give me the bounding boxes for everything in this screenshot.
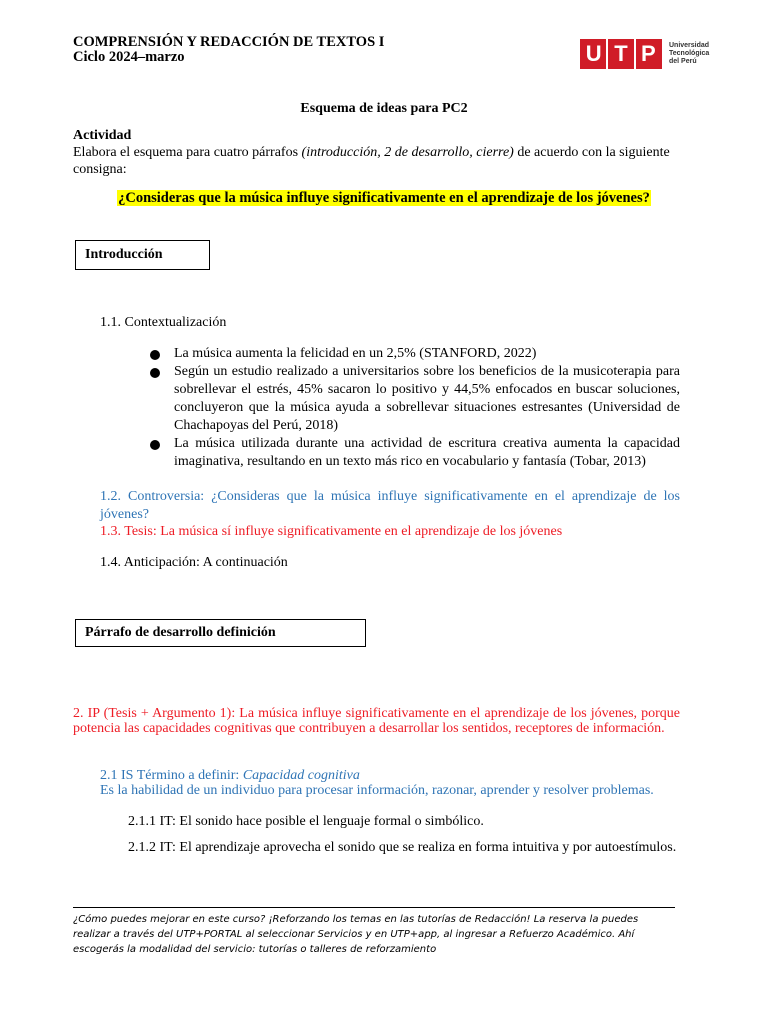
footer-note: ¿Cómo puedes mejorar en este curso? ¡Reforzando los temas en las tutorías de Redacción! La reserva la puedes realizar a través del UTP+PORTAL al seleccionar Servicios y en UTP+app, al ingresar a Refuerzo Académico. Ahí escogerás la modalidad del servicio: tutorías o talleres de reforzamiento [73,914,639,955]
logo-letter-t: T [614,41,628,66]
controversy-text: 1.2. Controversia: ¿Consideras que la música influye significativamente en el aprendizaje de los jóvenes? [100,489,680,522]
secondary-idea: 2.1 IS Término a definir: Capacidad cognitiva [100,768,360,783]
list-item: La música aumenta la felicidad en un 2,5% (STANFORD, 2022) [150,345,680,363]
main-idea-text: 2. IP (Tesis + Argumento 1): La música influye significativamente en el aprendizaje de los jóvenes, porque potencia las capacidades cognitivas que contribuyen a desarrollar los sentidos, receptores de información. [73,706,680,736]
list-item: La música utilizada durante una actividad de escritura creativa aumenta la capacidad imaginativa, resultando en un texto más rico en vocabulario y fantasía (Tobar, 2013) [150,435,680,471]
thesis-text: 1.3. Tesis: La música sí influye significativamente en el aprendizaje de los jóvenes [100,524,563,539]
definition-text: Es la habilidad de un individuo para procesar información, razonar, aprender y resolver problemas. [100,783,654,798]
footer-divider [73,907,675,908]
activity-label: Actividad [73,128,132,143]
activity-instructions: Elabora el esquema para cuatro párrafos (introducción, 2 de desarrollo, cierre) de acuerdo con la siguiente consigna: [73,145,670,177]
section-box-development: Párrafo de desarrollo definición [75,619,366,647]
logo-letter-u: U [585,41,602,66]
logo-university-name: Universidad Tecnológica del Perú [669,42,710,65]
course-title: COMPRENSIÓN Y REDACCIÓN DE TEXTOS I [73,34,385,50]
tertiary-idea-2: 2.1.2 IT: El aprendizaje aprovecha el sonido que se realiza en forma intuitiva y por autoestímulos. [128,840,677,855]
anticipation-text: 1.4. Anticipación: A continuación [100,555,288,570]
section-box-introduction: Introducción [75,240,210,270]
contextualization-heading: 1.1. Contextualización [100,315,227,330]
bullet-icon [150,440,160,450]
course-cycle: Ciclo 2024–marzo [73,49,185,65]
logo-letter-p: P [640,41,656,66]
bullet-icon [150,368,160,378]
list-item: Según un estudio realizado a universitarios sobre los beneficios de la musicoterapia para sobrellevar el estrés, 45% sacaron lo positivo y 44,5% enfocados en buscar soluciones, concluyeron que la música ayuda a sobrellevar situaciones estresantes (Universidad de Chachapoyas del Perú, 2018) [150,363,680,435]
page-title: Esquema de ideas para PC2 [300,101,468,116]
tertiary-idea-1: 2.1.1 IT: El sonido hace posible el lenguaje formal o simbólico. [128,814,484,829]
context-bullet-list [150,345,680,471]
utp-logo [580,39,710,69]
guiding-question: ¿Consideras que la música influye significativamente en el aprendizaje de los jóvenes? [118,190,650,206]
bullet-icon [150,350,160,360]
